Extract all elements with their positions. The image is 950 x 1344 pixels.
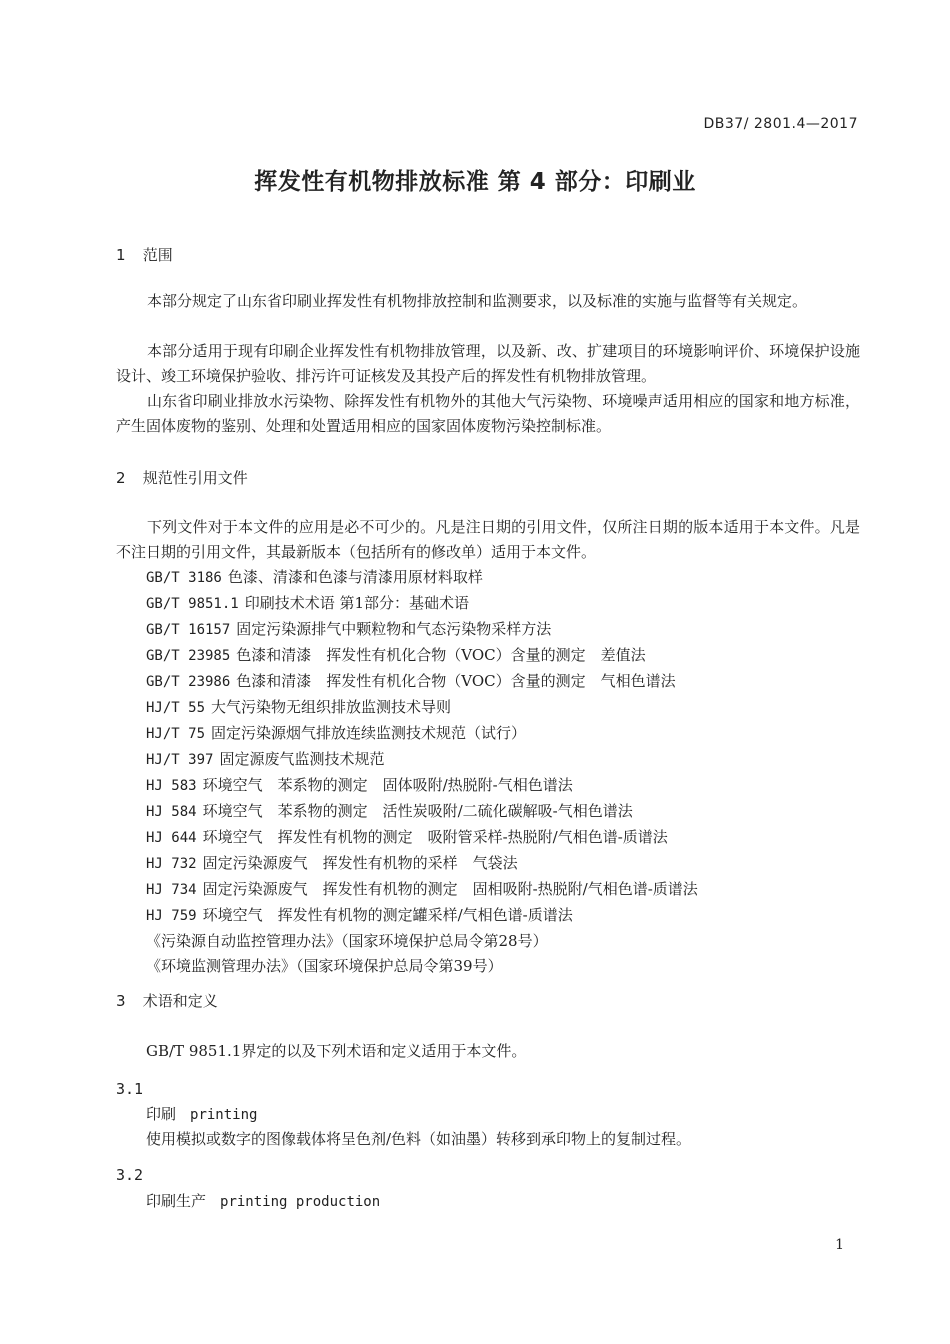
section-2-heading	[116, 467, 248, 488]
reference-item	[146, 695, 698, 721]
paragraph: 本部分适用于现有印刷企业挥发性有机物排放管理，以及新、改、扩建项目的环境影响评价、环境保护设施设计、竣工环境保护验收、排污许可证核发及其投产后的挥发性有机物排放管理。	[116, 342, 860, 385]
section-number: 3	[116, 992, 126, 1010]
reference-item	[146, 903, 698, 929]
clause-number: 3.1	[116, 1080, 144, 1098]
reference-title: 固定污染源废气 挥发性有机物的采样 气袋法	[202, 854, 518, 872]
reference-item	[146, 954, 698, 979]
reference-code: HJ 734	[146, 882, 197, 898]
reference-item	[146, 617, 698, 643]
reference-item	[146, 747, 698, 773]
reference-code: HJ/T 55	[146, 700, 206, 716]
reference-title: 环境空气 挥发性有机物的测定 吸附管采样-热脱附/气相色谱-质谱法	[202, 828, 668, 846]
reference-code: HJ 732	[146, 856, 197, 872]
reference-title: 环境空气 苯系物的测定 活性炭吸附/二硫化碳解吸-气相色谱法	[202, 802, 633, 820]
reference-item	[146, 565, 698, 591]
paragraph: 下列文件对于本文件的应用是必不可少的。凡是注日期的引用文件，仅所注日期的版本适用于本文件。凡是不注日期的引用文件，其最新版本（包括所有的修改单）适用于本文件。	[116, 518, 860, 561]
term-definition: 使用模拟或数字的图像载体将呈色剂/色料（如油墨）转移到承印物上的复制过程。	[146, 1130, 692, 1148]
reference-code: GB/T 16157	[146, 622, 231, 638]
section-title: 术语和定义	[142, 992, 218, 1010]
section-3-heading	[116, 990, 218, 1011]
reference-code: HJ/T 75	[146, 726, 206, 742]
reference-item	[146, 721, 698, 747]
reference-code: GB/T 9851.1	[146, 596, 239, 612]
paragraph: 本部分规定了山东省印刷业挥发性有机物排放控制和监测要求，以及标准的实施与监督等有关规定。	[147, 292, 808, 310]
section-title: 范围	[142, 246, 173, 264]
reference-title: 印刷技术术语 第1部分：基础术语	[244, 594, 470, 612]
reference-code: GB/T 3186	[146, 570, 222, 586]
reference-title: 固定污染源排气中颗粒物和气态污染物采样方法	[236, 620, 552, 638]
page-number: 1	[835, 1237, 844, 1253]
reference-code: HJ/T 397	[146, 752, 214, 768]
term-entry	[146, 1190, 380, 1211]
reference-code: HJ 644	[146, 830, 197, 846]
reference-title: 固定源废气监测技术规范	[219, 750, 385, 768]
reference-code: HJ 583	[146, 778, 197, 794]
reference-title: 固定污染源废气 挥发性有机物的测定 固相吸附-热脱附/气相色谱-质谱法	[202, 880, 698, 898]
standard-code: DB37/ 2801.4—2017	[703, 116, 858, 132]
reference-item	[146, 799, 698, 825]
reference-code: HJ 759	[146, 908, 197, 924]
section-number: 2	[116, 469, 126, 487]
reference-title: 环境空气 苯系物的测定 固体吸附/热脱附-气相色谱法	[202, 776, 573, 794]
reference-item	[146, 643, 698, 669]
reference-item	[146, 851, 698, 877]
term-english: printing production	[220, 1194, 381, 1210]
reference-title: 《环境监测管理办法》（国家环境保护总局令第39号）	[146, 957, 503, 975]
term-english: printing	[190, 1107, 258, 1123]
reference-item	[146, 929, 698, 954]
reference-item	[146, 669, 698, 695]
term-chinese: 印刷	[146, 1105, 177, 1123]
paragraph: GB/T 9851.1界定的以及下列术语和定义适用于本文件。	[146, 1042, 527, 1060]
reference-item	[146, 825, 698, 851]
reference-item	[146, 773, 698, 799]
paragraph: 山东省印刷业排放水污染物、除挥发性有机物外的其他大气污染物、环境噪声适用相应的国家和地方标准，产生固体废物的鉴别、处理和处置适用相应的国家固体废物污染控制标准。	[116, 392, 860, 435]
section-1-heading	[116, 244, 173, 265]
reference-list	[146, 565, 698, 979]
section-number: 1	[116, 246, 126, 264]
reference-code: GB/T 23986	[146, 674, 231, 690]
section-title: 规范性引用文件	[142, 469, 248, 487]
reference-code: HJ 584	[146, 804, 197, 820]
term-entry	[146, 1103, 257, 1124]
reference-item	[146, 591, 698, 617]
clause-number: 3.2	[116, 1166, 144, 1184]
reference-title: 《污染源自动监控管理办法》（国家环境保护总局令第28号）	[146, 932, 548, 950]
reference-title: 色漆和清漆 挥发性有机化合物（VOC）含量的测定 气相色谱法	[236, 672, 676, 690]
reference-title: 色漆、清漆和色漆与清漆用原材料取样	[227, 568, 483, 586]
term-chinese: 印刷生产	[146, 1192, 207, 1210]
document-title: 挥发性有机物排放标准 第 4 部分：印刷业	[254, 169, 696, 195]
reference-title: 环境空气 挥发性有机物的测定罐采样/气相色谱-质谱法	[202, 906, 573, 924]
reference-title: 固定污染源烟气排放连续监测技术规范（试行）	[211, 724, 527, 742]
reference-item	[146, 877, 698, 903]
reference-title: 大气污染物无组织排放监测技术导则	[211, 698, 452, 716]
reference-title: 色漆和清漆 挥发性有机化合物（VOC）含量的测定 差值法	[236, 646, 646, 664]
reference-code: GB/T 23985	[146, 648, 231, 664]
